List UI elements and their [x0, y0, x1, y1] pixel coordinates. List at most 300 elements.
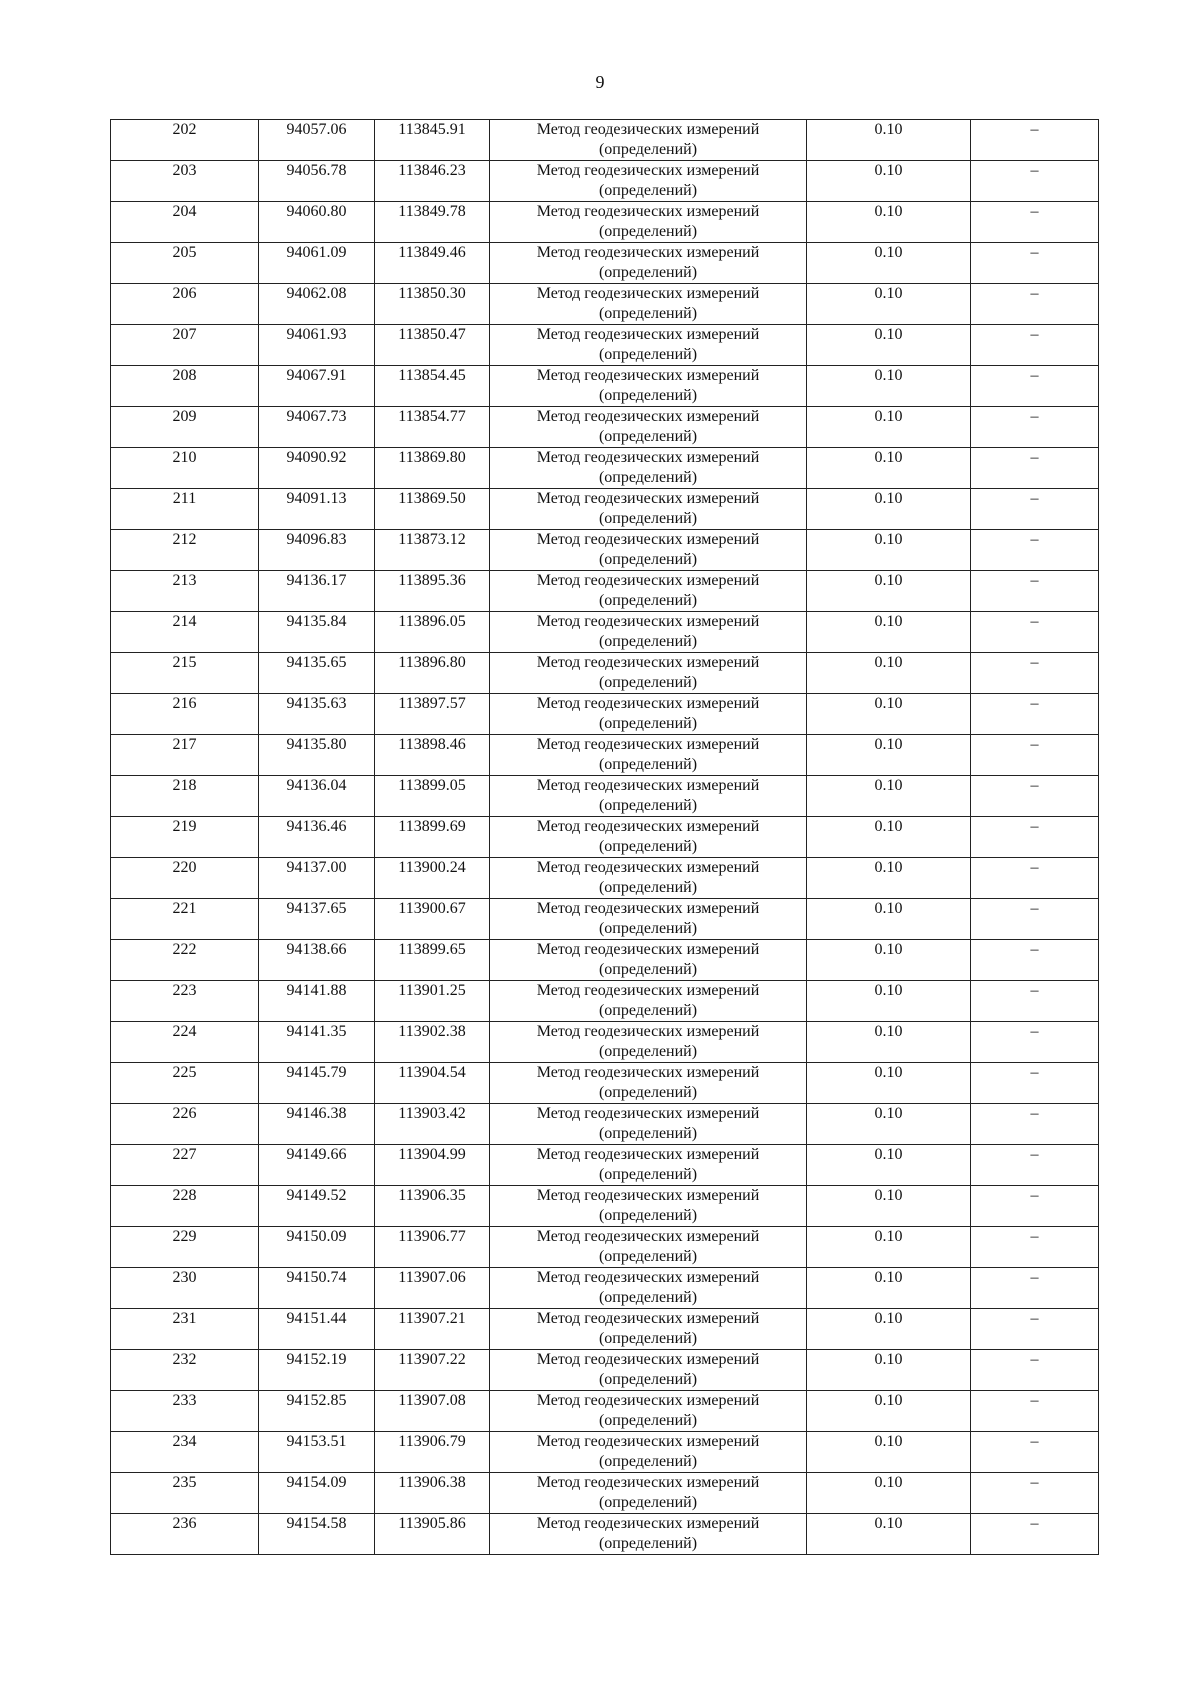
accuracy-cell: 0.10: [807, 489, 971, 530]
y-coordinate-cell: 113869.80: [375, 448, 490, 489]
point-number-cell: 221: [111, 899, 259, 940]
method-cell: [490, 325, 807, 366]
method-line-1: Метод геодезических измерений: [536, 367, 760, 384]
x-coordinate-cell: 94138.66: [259, 940, 375, 981]
description-cell: –: [971, 202, 1099, 243]
method-cell: [490, 1022, 807, 1063]
point-number-cell: 233: [111, 1391, 259, 1432]
table-row: [111, 325, 1099, 366]
method-line-1: Метод геодезических измерений: [536, 1064, 760, 1081]
method-cell: [490, 776, 807, 817]
method-line-1: Метод геодезических измерений: [536, 1105, 760, 1122]
description-cell: –: [971, 530, 1099, 571]
y-coordinate-cell: 113849.46: [375, 243, 490, 284]
method-line-1: Метод геодезических измерений: [536, 285, 760, 302]
table-row: [111, 899, 1099, 940]
description-cell: –: [971, 1268, 1099, 1309]
accuracy-cell: 0.10: [807, 1145, 971, 1186]
y-coordinate-cell: 113906.79: [375, 1432, 490, 1473]
method-cell: [490, 366, 807, 407]
y-coordinate-cell: 113901.25: [375, 981, 490, 1022]
method-line-2: (определений): [598, 1371, 698, 1388]
x-coordinate-cell: 94091.13: [259, 489, 375, 530]
method-line-1: Метод геодезических измерений: [536, 777, 760, 794]
table-row: [111, 858, 1099, 899]
method-line-2: (определений): [598, 141, 698, 158]
method-line-1: Метод геодезических измерений: [536, 244, 760, 261]
method-line-2: (определений): [598, 1494, 698, 1511]
x-coordinate-cell: 94146.38: [259, 1104, 375, 1145]
y-coordinate-cell: 113900.24: [375, 858, 490, 899]
table-row: [111, 407, 1099, 448]
accuracy-cell: 0.10: [807, 1309, 971, 1350]
point-number-cell: 218: [111, 776, 259, 817]
accuracy-cell: 0.10: [807, 366, 971, 407]
description-cell: –: [971, 776, 1099, 817]
table-row: [111, 694, 1099, 735]
point-number-cell: 228: [111, 1186, 259, 1227]
method-line-1: Метод геодезических измерений: [536, 941, 760, 958]
x-coordinate-cell: 94137.65: [259, 899, 375, 940]
x-coordinate-cell: 94154.09: [259, 1473, 375, 1514]
coordinates-table-body: [111, 120, 1099, 1555]
method-line-2: (определений): [598, 1084, 698, 1101]
x-coordinate-cell: 94152.85: [259, 1391, 375, 1432]
table-row: [111, 981, 1099, 1022]
method-cell: [490, 284, 807, 325]
x-coordinate-cell: 94135.80: [259, 735, 375, 776]
description-cell: –: [971, 612, 1099, 653]
point-number-cell: 204: [111, 202, 259, 243]
method-cell: [490, 1309, 807, 1350]
accuracy-cell: 0.10: [807, 1104, 971, 1145]
method-line-2: (определений): [598, 1289, 698, 1306]
x-coordinate-cell: 94136.17: [259, 571, 375, 612]
x-coordinate-cell: 94152.19: [259, 1350, 375, 1391]
method-cell: [490, 981, 807, 1022]
accuracy-cell: 0.10: [807, 1063, 971, 1104]
x-coordinate-cell: 94135.65: [259, 653, 375, 694]
method-line-1: Метод геодезических измерений: [536, 1228, 760, 1245]
method-line-2: (определений): [598, 1453, 698, 1470]
description-cell: –: [971, 1022, 1099, 1063]
point-number-cell: 215: [111, 653, 259, 694]
method-cell: [490, 407, 807, 448]
point-number-cell: 217: [111, 735, 259, 776]
method-cell: [490, 1145, 807, 1186]
accuracy-cell: 0.10: [807, 899, 971, 940]
method-line-1: Метод геодезических измерений: [536, 1146, 760, 1163]
description-cell: –: [971, 448, 1099, 489]
description-cell: –: [971, 817, 1099, 858]
y-coordinate-cell: 113850.47: [375, 325, 490, 366]
method-line-1: Метод геодезических измерений: [536, 449, 760, 466]
method-line-2: (определений): [598, 1043, 698, 1060]
y-coordinate-cell: 113906.77: [375, 1227, 490, 1268]
accuracy-cell: 0.10: [807, 1227, 971, 1268]
accuracy-cell: 0.10: [807, 776, 971, 817]
method-cell: [490, 1514, 807, 1555]
description-cell: –: [971, 940, 1099, 981]
method-line-2: (определений): [598, 1125, 698, 1142]
method-line-1: Метод геодезических измерений: [536, 326, 760, 343]
accuracy-cell: 0.10: [807, 1432, 971, 1473]
y-coordinate-cell: 113900.67: [375, 899, 490, 940]
method-line-2: (определений): [598, 961, 698, 978]
point-number-cell: 205: [111, 243, 259, 284]
x-coordinate-cell: 94061.09: [259, 243, 375, 284]
y-coordinate-cell: 113849.78: [375, 202, 490, 243]
description-cell: –: [971, 1145, 1099, 1186]
point-number-cell: 229: [111, 1227, 259, 1268]
table-row: [111, 489, 1099, 530]
x-coordinate-cell: 94062.08: [259, 284, 375, 325]
y-coordinate-cell: 113869.50: [375, 489, 490, 530]
x-coordinate-cell: 94090.92: [259, 448, 375, 489]
accuracy-cell: 0.10: [807, 612, 971, 653]
x-coordinate-cell: 94136.46: [259, 817, 375, 858]
method-cell: [490, 940, 807, 981]
method-line-2: (определений): [598, 1248, 698, 1265]
table-row: [111, 448, 1099, 489]
y-coordinate-cell: 113898.46: [375, 735, 490, 776]
point-number-cell: 210: [111, 448, 259, 489]
method-line-2: (определений): [598, 756, 698, 773]
point-number-cell: 213: [111, 571, 259, 612]
method-line-2: (определений): [598, 838, 698, 855]
y-coordinate-cell: 113899.05: [375, 776, 490, 817]
description-cell: –: [971, 161, 1099, 202]
table-row: [111, 1186, 1099, 1227]
method-line-2: (определений): [598, 633, 698, 650]
method-line-1: Метод геодезических измерений: [536, 203, 760, 220]
table-row: [111, 1473, 1099, 1514]
method-line-1: Метод геодезических измерений: [536, 1515, 760, 1532]
method-line-2: (определений): [598, 1412, 698, 1429]
y-coordinate-cell: 113873.12: [375, 530, 490, 571]
method-line-2: (определений): [598, 551, 698, 568]
table-row: [111, 366, 1099, 407]
accuracy-cell: 0.10: [807, 981, 971, 1022]
method-line-2: (определений): [598, 920, 698, 937]
accuracy-cell: 0.10: [807, 407, 971, 448]
point-number-cell: 225: [111, 1063, 259, 1104]
method-line-1: Метод геодезических измерений: [536, 121, 760, 138]
method-cell: [490, 612, 807, 653]
point-number-cell: 230: [111, 1268, 259, 1309]
method-line-2: (определений): [598, 387, 698, 404]
description-cell: –: [971, 366, 1099, 407]
method-line-2: (определений): [598, 223, 698, 240]
table-row: [111, 202, 1099, 243]
table-row: [111, 612, 1099, 653]
method-cell: [490, 1432, 807, 1473]
point-number-cell: 220: [111, 858, 259, 899]
y-coordinate-cell: 113897.57: [375, 694, 490, 735]
x-coordinate-cell: 94150.09: [259, 1227, 375, 1268]
x-coordinate-cell: 94060.80: [259, 202, 375, 243]
method-line-1: Метод геодезических измерений: [536, 695, 760, 712]
table-row: [111, 1432, 1099, 1473]
table-row: [111, 1022, 1099, 1063]
method-line-1: Метод геодезических измерений: [536, 162, 760, 179]
x-coordinate-cell: 94135.84: [259, 612, 375, 653]
y-coordinate-cell: 113854.45: [375, 366, 490, 407]
table-row: [111, 161, 1099, 202]
table-row: [111, 243, 1099, 284]
point-number-cell: 207: [111, 325, 259, 366]
description-cell: –: [971, 243, 1099, 284]
x-coordinate-cell: 94057.06: [259, 120, 375, 161]
description-cell: –: [971, 1063, 1099, 1104]
method-cell: [490, 202, 807, 243]
method-line-2: (определений): [598, 305, 698, 322]
x-coordinate-cell: 94154.58: [259, 1514, 375, 1555]
method-cell: [490, 1391, 807, 1432]
x-coordinate-cell: 94136.04: [259, 776, 375, 817]
accuracy-cell: 0.10: [807, 940, 971, 981]
method-line-1: Метод геодезических измерений: [536, 859, 760, 876]
method-line-1: Метод геодезических измерений: [536, 1433, 760, 1450]
accuracy-cell: 0.10: [807, 284, 971, 325]
method-line-1: Метод геодезических измерений: [536, 531, 760, 548]
x-coordinate-cell: 94149.66: [259, 1145, 375, 1186]
method-cell: [490, 735, 807, 776]
point-number-cell: 203: [111, 161, 259, 202]
method-cell: [490, 1350, 807, 1391]
description-cell: –: [971, 1473, 1099, 1514]
description-cell: –: [971, 735, 1099, 776]
y-coordinate-cell: 113906.38: [375, 1473, 490, 1514]
method-line-2: (определений): [598, 797, 698, 814]
method-line-1: Метод геодезических измерений: [536, 572, 760, 589]
accuracy-cell: 0.10: [807, 448, 971, 489]
point-number-cell: 223: [111, 981, 259, 1022]
x-coordinate-cell: 94096.83: [259, 530, 375, 571]
method-cell: [490, 120, 807, 161]
table-row: [111, 735, 1099, 776]
method-cell: [490, 1104, 807, 1145]
table-row: [111, 817, 1099, 858]
point-number-cell: 224: [111, 1022, 259, 1063]
method-cell: [490, 858, 807, 899]
accuracy-cell: 0.10: [807, 1186, 971, 1227]
description-cell: –: [971, 694, 1099, 735]
description-cell: –: [971, 1391, 1099, 1432]
accuracy-cell: 0.10: [807, 243, 971, 284]
y-coordinate-cell: 113896.05: [375, 612, 490, 653]
point-number-cell: 236: [111, 1514, 259, 1555]
table-row: [111, 1350, 1099, 1391]
y-coordinate-cell: 113899.65: [375, 940, 490, 981]
method-line-2: (определений): [598, 1330, 698, 1347]
x-coordinate-cell: 94067.91: [259, 366, 375, 407]
description-cell: –: [971, 571, 1099, 612]
y-coordinate-cell: 113902.38: [375, 1022, 490, 1063]
x-coordinate-cell: 94151.44: [259, 1309, 375, 1350]
accuracy-cell: 0.10: [807, 653, 971, 694]
y-coordinate-cell: 113907.22: [375, 1350, 490, 1391]
description-cell: –: [971, 653, 1099, 694]
method-line-1: Метод геодезических измерений: [536, 1269, 760, 1286]
accuracy-cell: 0.10: [807, 325, 971, 366]
method-line-2: (определений): [598, 1166, 698, 1183]
method-cell: [490, 1473, 807, 1514]
table-row: [111, 571, 1099, 612]
method-line-2: (определений): [598, 264, 698, 281]
description-cell: –: [971, 1309, 1099, 1350]
accuracy-cell: 0.10: [807, 1391, 971, 1432]
method-line-1: Метод геодезических измерений: [536, 736, 760, 753]
x-coordinate-cell: 94061.93: [259, 325, 375, 366]
y-coordinate-cell: 113906.35: [375, 1186, 490, 1227]
accuracy-cell: 0.10: [807, 1022, 971, 1063]
point-number-cell: 222: [111, 940, 259, 981]
x-coordinate-cell: 94056.78: [259, 161, 375, 202]
method-line-2: (определений): [598, 346, 698, 363]
method-cell: [490, 161, 807, 202]
table-row: [111, 120, 1099, 161]
method-line-1: Метод геодезических измерений: [536, 1187, 760, 1204]
x-coordinate-cell: 94149.52: [259, 1186, 375, 1227]
y-coordinate-cell: 113907.08: [375, 1391, 490, 1432]
method-cell: [490, 489, 807, 530]
method-line-2: (определений): [598, 469, 698, 486]
description-cell: –: [971, 1350, 1099, 1391]
point-number-cell: 231: [111, 1309, 259, 1350]
x-coordinate-cell: 94145.79: [259, 1063, 375, 1104]
point-number-cell: 216: [111, 694, 259, 735]
table-row: [111, 1309, 1099, 1350]
method-line-2: (определений): [598, 182, 698, 199]
method-cell: [490, 571, 807, 612]
method-line-1: Метод геодезических измерений: [536, 654, 760, 671]
method-line-1: Метод геодезических измерений: [536, 490, 760, 507]
description-cell: –: [971, 1514, 1099, 1555]
method-line-2: (определений): [598, 1207, 698, 1224]
accuracy-cell: 0.10: [807, 161, 971, 202]
y-coordinate-cell: 113896.80: [375, 653, 490, 694]
description-cell: –: [971, 120, 1099, 161]
method-line-1: Метод геодезических измерений: [536, 408, 760, 425]
y-coordinate-cell: 113904.99: [375, 1145, 490, 1186]
y-coordinate-cell: 113895.36: [375, 571, 490, 612]
point-number-cell: 209: [111, 407, 259, 448]
y-coordinate-cell: 113899.69: [375, 817, 490, 858]
accuracy-cell: 0.10: [807, 1350, 971, 1391]
x-coordinate-cell: 94141.35: [259, 1022, 375, 1063]
point-number-cell: 202: [111, 120, 259, 161]
table-row: [111, 940, 1099, 981]
method-line-1: Метод геодезических измерений: [536, 1392, 760, 1409]
y-coordinate-cell: 113903.42: [375, 1104, 490, 1145]
page-number: 9: [595, 72, 605, 92]
method-cell: [490, 243, 807, 284]
x-coordinate-cell: 94153.51: [259, 1432, 375, 1473]
point-number-cell: 227: [111, 1145, 259, 1186]
method-line-2: (определений): [598, 510, 698, 527]
method-cell: [490, 817, 807, 858]
accuracy-cell: 0.10: [807, 530, 971, 571]
method-line-1: Метод геодезических измерений: [536, 1023, 760, 1040]
method-cell: [490, 448, 807, 489]
method-cell: [490, 530, 807, 571]
point-number-cell: 226: [111, 1104, 259, 1145]
table-row: [111, 1145, 1099, 1186]
method-cell: [490, 1268, 807, 1309]
description-cell: –: [971, 1432, 1099, 1473]
accuracy-cell: 0.10: [807, 120, 971, 161]
method-line-1: Метод геодезических измерений: [536, 613, 760, 630]
description-cell: –: [971, 899, 1099, 940]
method-line-2: (определений): [598, 674, 698, 691]
x-coordinate-cell: 94150.74: [259, 1268, 375, 1309]
coordinates-table: [110, 119, 1099, 1555]
accuracy-cell: 0.10: [807, 858, 971, 899]
point-number-cell: 206: [111, 284, 259, 325]
table-row: [111, 1227, 1099, 1268]
accuracy-cell: 0.10: [807, 1473, 971, 1514]
table-row: [111, 1104, 1099, 1145]
table-row: [111, 530, 1099, 571]
description-cell: –: [971, 325, 1099, 366]
method-line-1: Метод геодезических измерений: [536, 900, 760, 917]
x-coordinate-cell: 94141.88: [259, 981, 375, 1022]
accuracy-cell: 0.10: [807, 735, 971, 776]
description-cell: –: [971, 284, 1099, 325]
method-line-2: (определений): [598, 1002, 698, 1019]
y-coordinate-cell: 113846.23: [375, 161, 490, 202]
method-cell: [490, 1186, 807, 1227]
method-cell: [490, 653, 807, 694]
accuracy-cell: 0.10: [807, 694, 971, 735]
description-cell: –: [971, 489, 1099, 530]
method-line-2: (определений): [598, 592, 698, 609]
accuracy-cell: 0.10: [807, 1514, 971, 1555]
description-cell: –: [971, 1104, 1099, 1145]
description-cell: –: [971, 981, 1099, 1022]
point-number-cell: 234: [111, 1432, 259, 1473]
method-line-1: Метод геодезических измерений: [536, 818, 760, 835]
point-number-cell: 208: [111, 366, 259, 407]
method-line-2: (определений): [598, 879, 698, 896]
accuracy-cell: 0.10: [807, 1268, 971, 1309]
method-line-1: Метод геодезических измерений: [536, 982, 760, 999]
y-coordinate-cell: 113845.91: [375, 120, 490, 161]
x-coordinate-cell: 94067.73: [259, 407, 375, 448]
y-coordinate-cell: 113854.77: [375, 407, 490, 448]
point-number-cell: 214: [111, 612, 259, 653]
table-row: [111, 1514, 1099, 1555]
y-coordinate-cell: 113907.06: [375, 1268, 490, 1309]
method-line-1: Метод геодезических измерений: [536, 1310, 760, 1327]
point-number-cell: 232: [111, 1350, 259, 1391]
accuracy-cell: 0.10: [807, 202, 971, 243]
y-coordinate-cell: 113904.54: [375, 1063, 490, 1104]
x-coordinate-cell: 94137.00: [259, 858, 375, 899]
table-row: [111, 653, 1099, 694]
y-coordinate-cell: 113907.21: [375, 1309, 490, 1350]
method-line-2: (определений): [598, 1535, 698, 1552]
description-cell: –: [971, 858, 1099, 899]
method-cell: [490, 1063, 807, 1104]
method-cell: [490, 694, 807, 735]
table-row: [111, 284, 1099, 325]
point-number-cell: 211: [111, 489, 259, 530]
method-cell: [490, 1227, 807, 1268]
method-line-1: Метод геодезических измерений: [536, 1474, 760, 1491]
table-row: [111, 1391, 1099, 1432]
